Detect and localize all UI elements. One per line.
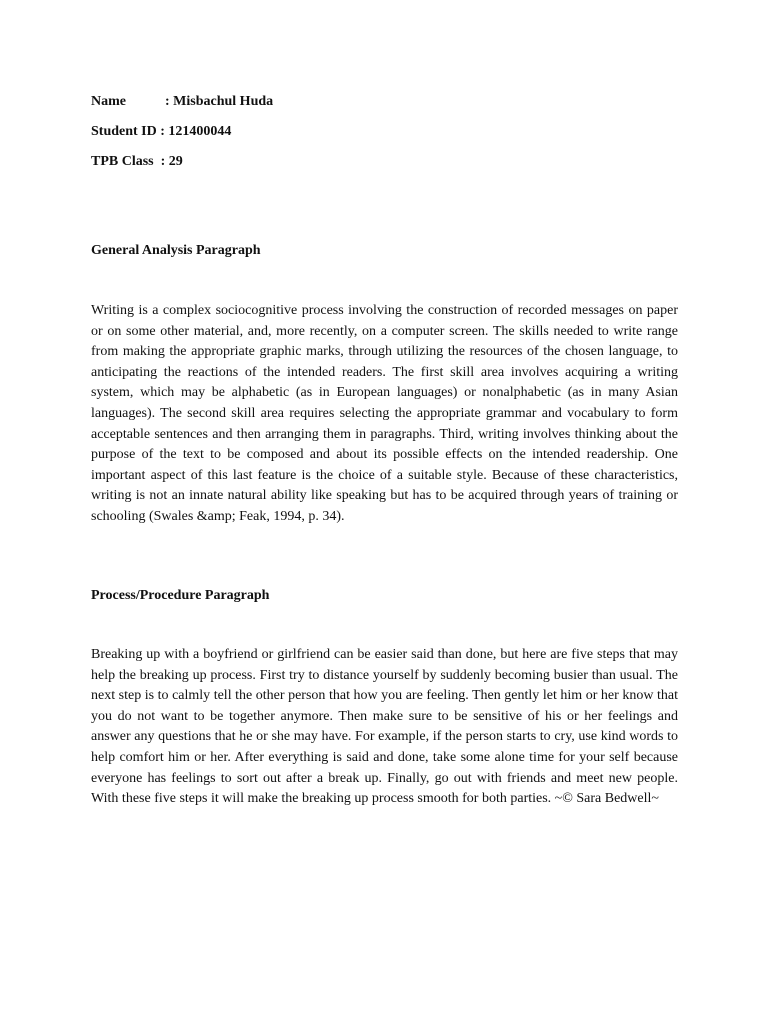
- name-value: : Misbachul Huda: [165, 94, 274, 109]
- tpb-class-line: TPB Class : 29: [91, 154, 183, 169]
- name-label: Name: [91, 94, 126, 109]
- section-heading-general-analysis: General Analysis Paragraph: [91, 243, 261, 258]
- section-heading-process-procedure: Process/Procedure Paragraph: [91, 588, 270, 603]
- student-id-line: Student ID : 121400044: [91, 124, 232, 139]
- name-line: [91, 93, 273, 111]
- process-procedure-paragraph: Breaking up with a boyfriend or girlfriend can be easier said than done, but here are five steps that may help the breaking up process. First try to distance yourself by suddenly becoming busier than usual. The next step is to calmly tell the other person that how you are feeling. Then gently let him or her know that you do not want to be together anymore. Then make sure to be sensitive of his or her feelings and answer any questions that he or she may have. For example, if the person starts to cry, use kind words to help comfort him or her. After everything is said and done, take some alone time for your self because everyone has feelings to sort out after a break up. Finally, go out with friends and meet new people. With these five steps it will make the breaking up process smooth for both parties. ~© Sara Bedwell~: [91, 647, 678, 807]
- general-analysis-paragraph: Writing is a complex sociocognitive process involving the construction of recorded messages on paper or on some other material, and, more recently, on a computer screen. The skills needed to write range from making the appropriate graphic marks, through utilizing the resources of the chosen language, to anticipating the reactions of the intended readers. The first skill area involves acquiring a writing system, which may be alphabetic (as in European languages) or nonalphabetic (as in many Asian languages). The second skill area requires selecting the appropriate grammar and vocabulary to form acceptable sentences and then arranging them in paragraphs. Third, writing involves thinking about the purpose of the text to be composed and about its possible effects on the intended readership. One important aspect of this last feature is the choice of a suitable style. Because of these characteristics, writing is not an innate natural ability like speaking but has to be acquired through years of training or schooling (Swales &amp; Feak, 1994, p. 34).: [91, 303, 678, 524]
